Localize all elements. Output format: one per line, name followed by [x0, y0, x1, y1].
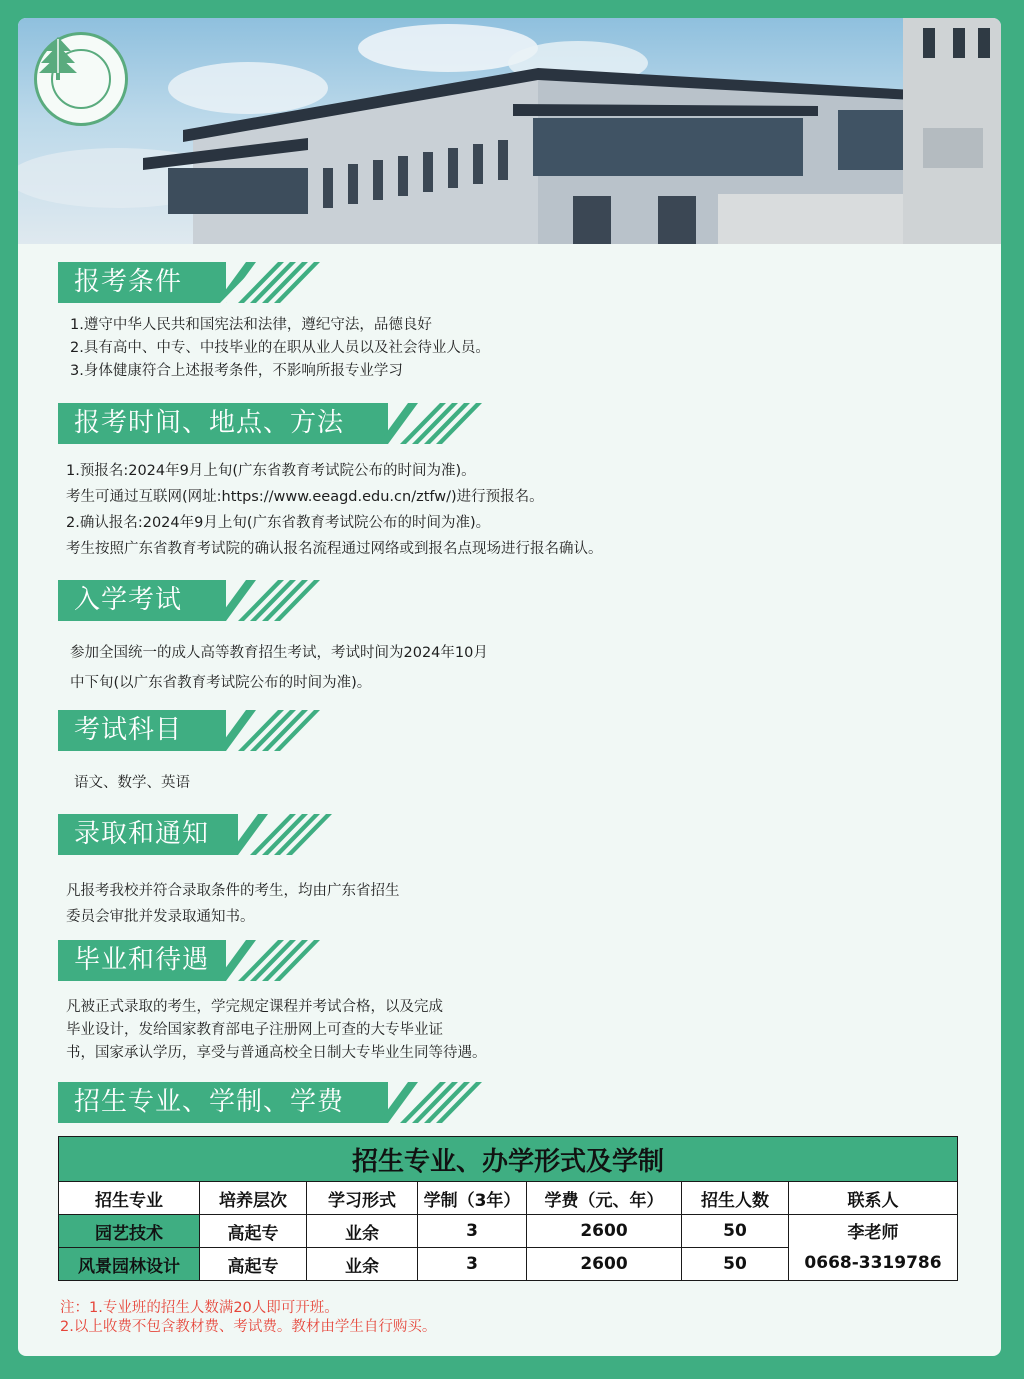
stripes-decoration: [216, 580, 321, 621]
text-line: 书，国家承认学历，享受与普通高校全日制大专毕业生同等待遇。: [66, 1045, 487, 1061]
entrance-exam-text: [70, 638, 488, 698]
table-row: [59, 1215, 958, 1248]
header-cell: 招生专业: [59, 1182, 200, 1215]
stripes-decoration: [378, 1082, 483, 1123]
section-title: 招生专业、学制、学费: [58, 1082, 388, 1123]
text-line: 委员会审批并发录取通知书。: [66, 909, 255, 925]
section-title: 毕业和待遇: [58, 940, 226, 981]
campus-banner: [18, 18, 1001, 244]
table-cell: 业余: [307, 1248, 418, 1281]
note-line: 2.以上收费不包含教材费、考试费。教材由学生自行购买。: [60, 1319, 437, 1335]
contact-cell: [789, 1215, 958, 1281]
table-cell: 50: [682, 1215, 789, 1248]
text-line: 凡报考我校并符合录取条件的考生，均由广东省招生: [66, 883, 400, 899]
text-line: 2.确认报名:2024年9月上旬(广东省教育考试院公布的时间为准)。: [66, 515, 491, 531]
table-title: 招生专业、办学形式及学制: [59, 1137, 958, 1182]
admission-text: [66, 878, 400, 930]
section-title: 报考时间、地点、方法: [58, 403, 388, 444]
header-cell: 学习形式: [307, 1182, 418, 1215]
stripes-decoration: [228, 814, 333, 855]
table-header-row: [59, 1182, 958, 1215]
table-cell: 风景园林设计: [59, 1248, 200, 1281]
school-logo: [34, 32, 128, 126]
requirements-text: [70, 314, 490, 383]
table-cell: 高起专: [200, 1248, 307, 1281]
text-line: 考生可通过互联网(网址:https://www.eeagd.edu.cn/ztfw/)进行预报名。: [66, 489, 544, 505]
header-cell: 联系人: [789, 1182, 958, 1215]
text-line: 语文、数学、英语: [74, 775, 190, 791]
text-line: 2.具有高中、中专、中技毕业的在职从业人员以及社会待业人员。: [70, 340, 490, 356]
header-cell: 学制（3年）: [418, 1182, 527, 1215]
table-cell: 50: [682, 1248, 789, 1281]
table-cell: 3: [418, 1215, 527, 1248]
majors-fee-table: [58, 1136, 958, 1281]
subjects-text: [74, 772, 190, 795]
text-line: 1.遵守中华人民共和国宪法和法律，遵纪守法，品德良好: [70, 317, 432, 333]
section-title: 报考条件: [58, 262, 226, 303]
text-line: 3.身体健康符合上述报考条件，不影响所报专业学习: [70, 363, 403, 379]
note-line: 注：1.专业班的招生人数满20人即可开班。: [60, 1300, 339, 1316]
text-line: 1.预报名:2024年9月上旬(广东省教育考试院公布的时间为准)。: [66, 463, 476, 479]
section-title: 考试科目: [58, 710, 226, 751]
text-line: 毕业设计，发给国家教育部电子注册网上可查的大专毕业证: [66, 1022, 443, 1038]
section-title: 录取和通知: [58, 814, 238, 855]
contact-name: 李老师: [847, 1222, 899, 1243]
text-line: 中下旬(以广东省教育考试院公布的时间为准)。: [70, 675, 372, 691]
table-cell: 2600: [527, 1215, 682, 1248]
table-cell: 高起专: [200, 1215, 307, 1248]
text-line: 参加全国统一的成人高等教育招生考试，考试时间为2024年10月: [70, 645, 488, 661]
table-cell: 业余: [307, 1215, 418, 1248]
table-cell: 3: [418, 1248, 527, 1281]
building-illustration: [18, 18, 1001, 244]
poster-card: [18, 18, 1001, 1356]
section-title: 入学考试: [58, 580, 226, 621]
footnotes: [60, 1299, 436, 1337]
stripes-decoration: [216, 710, 321, 751]
graduation-text: [66, 996, 487, 1065]
stripes-decoration: [378, 403, 483, 444]
table-cell: 2600: [527, 1248, 682, 1281]
contact-phone: 0668-3319786: [804, 1252, 942, 1273]
text-line: 考生按照广东省教育考试院的确认报名流程通过网络或到报名点现场进行报名确认。: [66, 541, 603, 557]
time-place-text: [66, 458, 603, 562]
tree-icon: [37, 35, 79, 81]
table-title-row: [59, 1137, 958, 1182]
header-cell: 招生人数: [682, 1182, 789, 1215]
header-cell: 培养层次: [200, 1182, 307, 1215]
header-cell: 学费（元、年）: [527, 1182, 682, 1215]
stripes-decoration: [216, 940, 321, 981]
stripes-decoration: [216, 262, 321, 303]
table-cell: 园艺技术: [59, 1215, 200, 1248]
text-line: 凡被正式录取的考生，学完规定课程并考试合格，以及完成: [66, 999, 443, 1015]
